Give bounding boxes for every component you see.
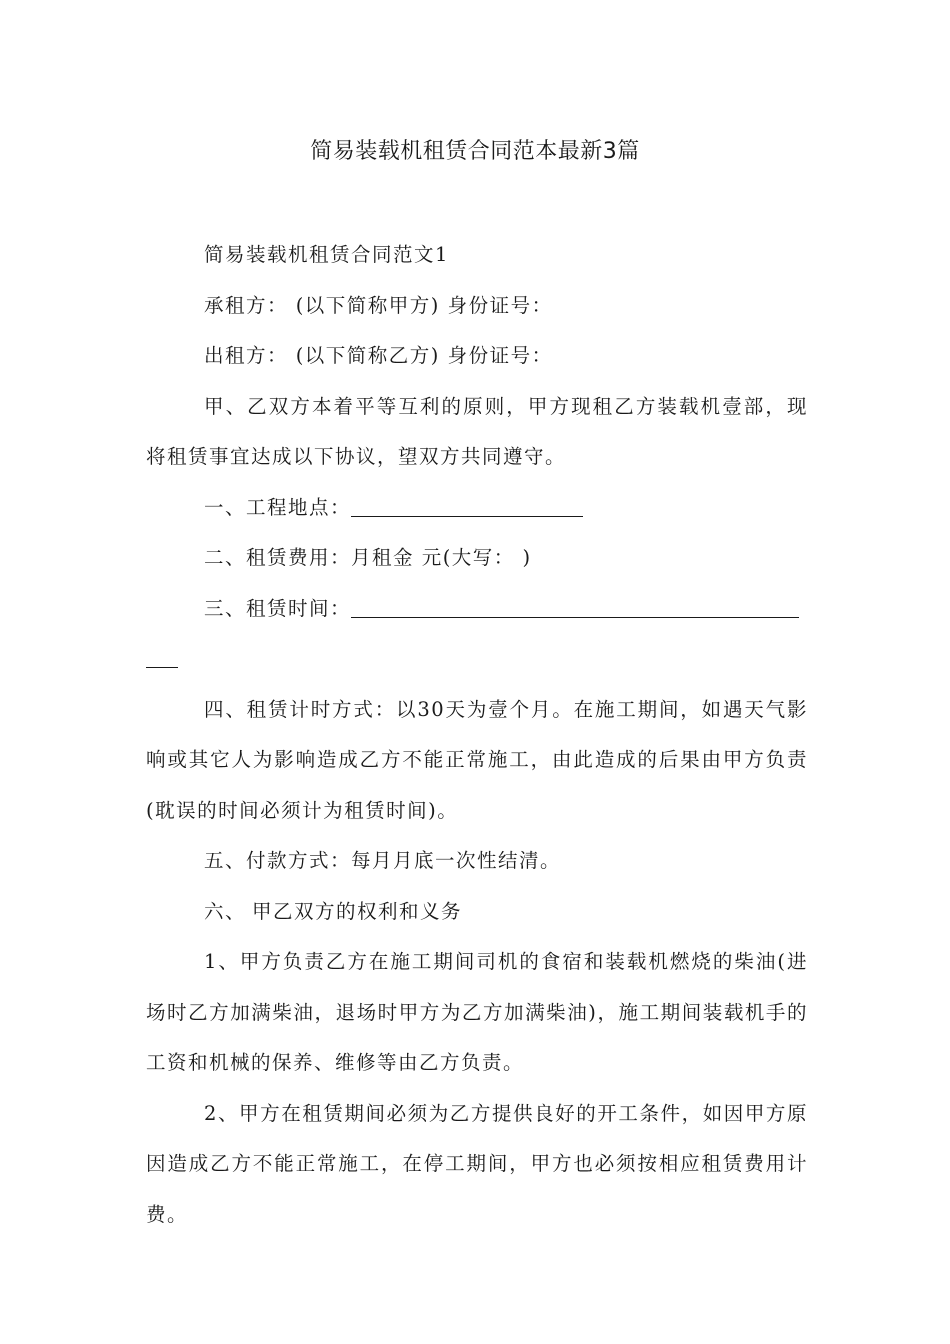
- item-6-text: 甲乙双方的权利和义务: [252, 899, 463, 923]
- item-1-project-location: [146, 483, 808, 534]
- period-blank-continuation: [146, 634, 808, 685]
- location-blank-line: [351, 496, 583, 517]
- period-blank-line: [351, 597, 799, 618]
- item-3-label: 三、租赁时间：: [204, 596, 352, 620]
- item-2-rental-fee: 二、租赁费用：月租金 元(大写： ): [204, 546, 532, 569]
- item-6-label: 六、: [204, 899, 247, 923]
- lessor-line: 出租方： (以下简称乙方) 身份证号：: [204, 344, 553, 367]
- document-title: 简易装载机租赁合同范本最新3篇: [310, 139, 640, 164]
- clause-1: 1、甲方负责乙方在施工期间司机的食宿和装载机燃烧的柴油(进场时乙方加满柴油，退场时甲方为乙方加满柴油)，施工期间装载机手的工资和机械的保养、维修等由乙方负责。: [146, 950, 808, 1074]
- item-6-rights-and-obligations: [146, 887, 808, 938]
- item-4-billing-method: 四、租赁计时方式：以30天为壹个月。在施工期间，如遇天气影响或其它人为影响造成乙方不能正常施工，由此造成的后果由甲方负责(耽误的时间必须计为租赁时间)。: [146, 697, 808, 822]
- intro-paragraph: 甲、乙双方本着平等互利的原则，甲方现租乙方装载机壹部，现将租赁事宜达成以下协议，望双方共同遵守。: [146, 394, 808, 468]
- item-3-rental-period: [146, 584, 808, 635]
- section-heading: 简易装载机租赁合同范文1: [204, 243, 449, 266]
- lessee-line: 承租方： (以下简称甲方) 身份证号：: [204, 293, 553, 317]
- period-blank-line-end: [146, 648, 178, 669]
- item-5-payment-method: 五、付款方式：每月月底一次性结清。: [204, 849, 562, 872]
- clause-2: 2、甲方在租赁期间必须为乙方提供良好的开工条件，如因甲方原因造成乙方不能正常施工，在停工期间，甲方也必须按相应租赁费用计费。: [146, 1101, 808, 1226]
- item-1-label: 一、工程地点：: [204, 495, 352, 519]
- document-body: [146, 230, 808, 1240]
